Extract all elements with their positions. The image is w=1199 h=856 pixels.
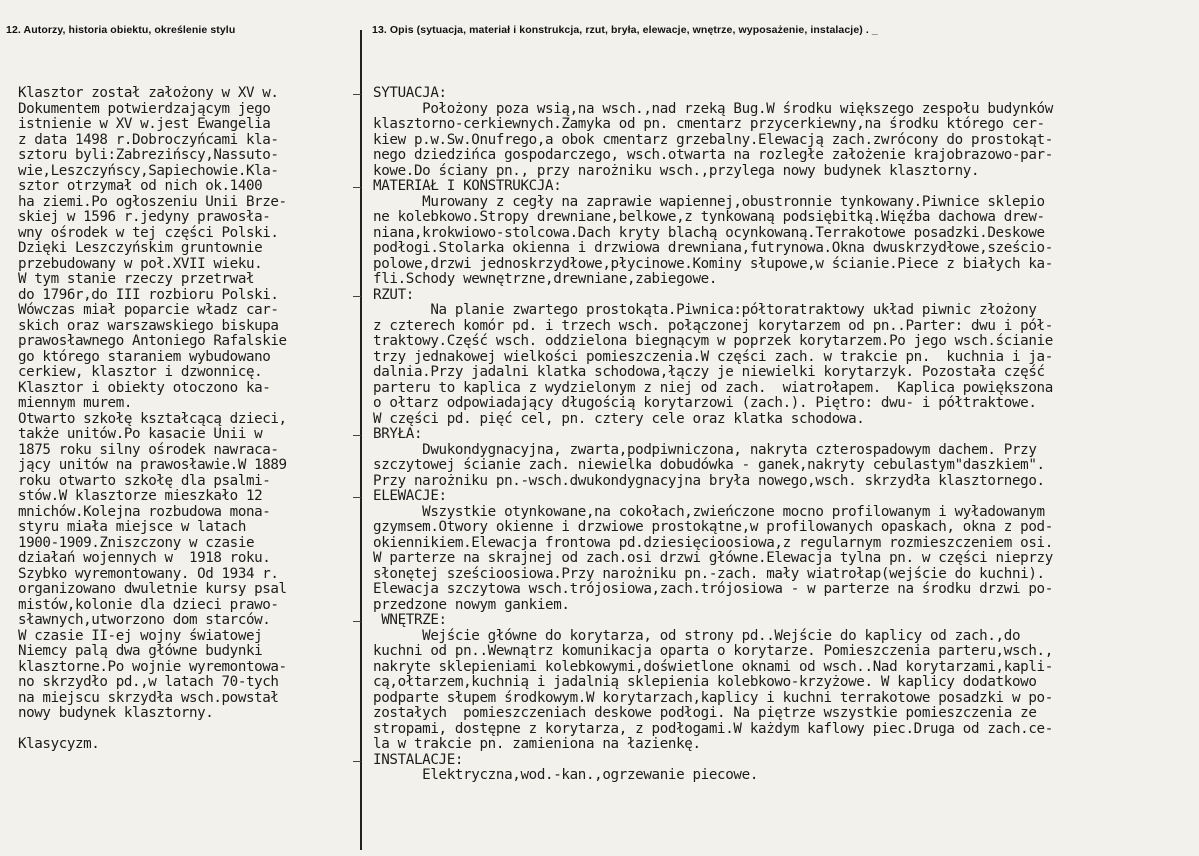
description-line: polowe,drzwi jednoskrzydłowe,płycinowe.Kominy słupowe,w ścianie.Piece z białych ka- [373, 255, 1053, 272]
description-line: Wszystkie otynkowane,na cokołach,zwieńczone mocno profilowanym i wyładowanym [373, 503, 1045, 520]
history-line: ha ziemi.Po ogłoszeniu Unii Brze- [18, 193, 287, 210]
history-line: skiej w 1596 r.jedyny prawosła- [18, 209, 271, 225]
margin-tick [353, 296, 361, 297]
history-line: do 1796r,do III rozbioru Polski. [18, 286, 279, 303]
margin-tick [353, 621, 361, 622]
history-line: Klasztor i obiekty otoczono ka- [18, 379, 271, 396]
description-line: cą,ołtarzem,kuchnią i jadalnią sklepienia kolebkowo-krzyżowe. W kaplicy dodatkowo [373, 674, 1037, 690]
history-line: także unitów.Po kasacie Unii w [18, 426, 263, 442]
history-line: 1875 roku silny ośrodek nawraca- [18, 441, 279, 458]
history-line: W tym stanie rzeczy przetrwał [18, 271, 255, 287]
history-line: wie,Leszczyńscy,Sapiechowie.Kla- [18, 162, 279, 179]
history-line: sztoru byli:Zabrezińscy,Nassuto- [18, 147, 279, 163]
history-line: działań wojennych w 1918 roku. [18, 550, 271, 566]
section-heading: INSTALACJE: [373, 751, 464, 768]
history-line: nowy budynek klasztorny. [18, 705, 214, 721]
history-line: Otwarto szkołę kształcącą dzieci, [18, 410, 287, 427]
description-line: podparte słupem środkowym.W korytarzach,kaplicy i kuchni terrakotowe posadzki w po- [373, 689, 1053, 706]
history-line: 1900-1909.Zniszczony w czasie [18, 534, 255, 551]
spacer [18, 722, 358, 738]
history-line: roku otwarto szkołę dla psalmi- [18, 472, 271, 489]
description-line: niana,krokwiowo-stolcowa.Dach kryty blachą ocynkowaną.Terrakotowe posadzki.Deskowe [373, 224, 1045, 241]
description-line: parteru to kaplica z wydzielonym z niej od zach. wiatrołapem. Kaplica powiększona [373, 379, 1053, 396]
history-line: styru miała miejsce w latach [18, 519, 246, 535]
section-heading: SYTUACJA: [373, 85, 447, 101]
section-heading: WNĘTRZE: [373, 612, 447, 628]
section-heading: MATERIAŁ I KONSTRUKCJA: [373, 178, 562, 194]
history-line: no skrzydło pd.,w latach 70-tych [18, 674, 279, 690]
history-line: istnienie w XV w.jest Ewangelia [18, 116, 271, 132]
history-line: sławnych,utworzono dom starców. [18, 612, 271, 628]
description-line: la w trakcie pn. zamieniona na łazienkę. [373, 736, 701, 752]
section-12-header: 12. Autorzy, historia obiektu, określenie stylu [6, 24, 236, 36]
history-line: Dokumentem potwierdzającym jego [18, 100, 271, 117]
description-column [373, 86, 1197, 784]
margin-tick [353, 497, 361, 498]
history-line: sztor otrzymał od nich ok.1400 [18, 178, 263, 194]
description-line: W części pd. pięć cel, pn. cztery cele oraz klatka schodowa. [373, 410, 865, 427]
section-heading: BRYŁA: [373, 426, 423, 442]
description-line: gzymsem.Otwory okienne i drzwiowe prostokątne,w profilowanych opaskach, okna z pod- [373, 519, 1053, 535]
section-13-header: 13. Opis (sytuacja, materiał i konstrukcja, rzut, bryła, elewacje, wnętrze, wyposażenie, instalacje) . _ [372, 24, 878, 36]
description-line: kiew p.w.Sw.Onufrego,a obok cmentarz grzebalny.Elewacją zach.zwrócony do prostokąt- [373, 131, 1053, 148]
history-line: go którego staraniem wybudowano [18, 348, 271, 365]
history-line: Dzięki Leszczyńskim gruntownie [18, 240, 263, 256]
description-line: traktowy.Część wsch. oddzielona biegnącym w poprzek korytarzem.Po jego wsch.ścianie [373, 333, 1053, 349]
history-line: skich oraz warszawskiego biskupa [18, 317, 279, 334]
description-line: kuchni od pn..Wewnątrz komunikacja oparta o korytarze. Pomieszczenia parteru,wsch., [373, 643, 1053, 659]
description-line: nego dziedzińca gospodarczego, wsch.otwarta na rozległe założenie krajobrazowo-par- [373, 147, 1053, 163]
margin-tick [353, 187, 361, 188]
style-text: Klasycyzm. [18, 736, 100, 752]
description-line: Na planie zwartego prostokąta.Piwnica:półtoratraktowy układ piwnic złożony [373, 302, 1037, 318]
description-line: podłogi.Stolarka okienna i drzwiowa drewniana,futrynowa.Okna dwuskrzydłowe,sześcio- [373, 240, 1053, 256]
description-line: Wejście główne do korytarza, od strony pd..Wejście do kaplicy od zach.,do [373, 627, 1021, 644]
description-line: szczytowej ścianie zach. niewielka dobudówka - ganek,nakryty cebulastym"daszkiem". [373, 457, 1045, 473]
description-line: Elektryczna,wod.-kan.,ogrzewanie piecowe. [373, 767, 759, 783]
description-line: okiennikiem.Elewacja frontowa pd.dziesięcioosiowa,z regularnym rozmieszczeniem osi. [373, 534, 1053, 551]
history-line: z data 1498 r.Dobroczyńcami kla- [18, 131, 279, 148]
history-column [18, 86, 358, 753]
history-line: W czasie II-ej wojny światowej [18, 627, 263, 644]
history-line: klasztorne.Po wojnie wyremontowa- [18, 658, 287, 675]
section-heading: ELEWACJE: [373, 488, 447, 504]
margin-tick [353, 761, 361, 762]
description-line: stropami, dostępne z korytarza, z podłogami.W każdym kaflowy piec.Druga od zach.ce- [373, 720, 1053, 737]
description-line: Dwukondygnacyjna, zwarta,podpiwniczona, nakryta czterospadowym dachem. Przy [373, 441, 1037, 458]
history-line: Szybko wyremontowany. Od 1934 r. [18, 565, 279, 582]
history-line: stów.W klasztorze mieszkało 12 [18, 488, 263, 504]
description-line: Przy narożniku pn.-wsch.dwukondygnacyjna bryła nowego,wsch. skrzydła klasztornego. [373, 472, 1045, 489]
description-line: o ołtarz odpowiadający długością korytarzowi (zach.). Piętro: dwu- i półtraktowe. [373, 395, 1037, 411]
description-line: trzy jednakowej wielkości pomieszczenia.W części zach. w trakcie pn. kuchnia i ja- [373, 348, 1053, 365]
history-line: przebudowany w poł.XVII wieku. [18, 255, 263, 272]
description-line: fli.Schody wewnętrzne,drewniane,zabiegowe. [373, 271, 718, 287]
margin-tick [353, 435, 361, 436]
history-line: Niemcy palą dwa główne budynki [18, 643, 263, 659]
history-line: mnichów.Kolejna rozbudowa mona- [18, 503, 271, 520]
description-line: zostałych pomieszczeniach deskowe podłogi. Na piętrze wszystkie pomieszczenia ze [373, 705, 1037, 721]
history-line: Wówczas miał poparcie władz car- [18, 302, 279, 318]
description-line: przedzone nowym gankiem. [373, 596, 570, 613]
section-heading: RZUT: [373, 286, 414, 303]
history-line: na miejscu skrzydła wsch.powstał [18, 689, 279, 706]
history-line: miennym murem. [18, 395, 132, 411]
description-line: dalnia.Przy jadalni klatka schodowa,łączy je niewielki korytarzyk. Pozostała część [373, 364, 1045, 380]
description-line: Murowany z cegły na zaprawie wapiennej,obustronnie tynkowany.Piwnice sklepio [373, 193, 1045, 210]
history-line: jący unitów na prawosławie.W 1889 [18, 457, 287, 473]
history-line: Klasztor został założony w XV w. [18, 85, 279, 101]
history-line: organizowano dwuletnie kursy psal [18, 581, 287, 597]
history-line: mistów,kolonie dla dzieci prawo- [18, 596, 279, 613]
history-line: prawosławnego Antoniego Rafalskie [18, 333, 287, 349]
history-line: cerkiew, klasztor i dzwonnicę. [18, 364, 263, 380]
description-line: klasztorno-cerkiewnych.Zamyka od pn. cmentarz przycerkiewny,na środku którego cer- [373, 116, 1045, 132]
history-line: wny ośrodek w tej części Polski. [18, 224, 279, 241]
description-line: Położony poza wsią,na wsch.,nad rzeką Bug.W środku większego zespołu budynków [373, 100, 1053, 117]
description-line: W parterze na skrajnej od zach.osi drzwi główne.Elewacja tylna pn. w części nieprzy [373, 550, 1053, 566]
description-line: z czterech komór pd. i trzech wsch. połączonej korytarzem od pn..Parter: dwu i pół- [373, 317, 1053, 334]
description-line: kowe.Do ściany pn., przy narożniku wsch.,przylega nowy budynek klasztorny. [373, 162, 980, 179]
column-divider [360, 30, 362, 850]
description-line: Elewacja szczytowa wsch.trójosiowa,zach.trójosiowa - w parterze na środku drzwi po- [373, 581, 1053, 597]
description-line: ne kolebkowo.Stropy drewniane,belkowe,z tynkowaną podsiębitką.Więźba dachowa drew- [373, 209, 1045, 225]
description-line: słonętej sześcioosiowa.Przy narożniku pn.-zach. mały wiatrołap(wejście do kuchni). [373, 565, 1045, 582]
margin-tick [353, 94, 361, 95]
description-line: nakryte sklepieniami kolebkowymi,doświetlone oknami od wsch..Nad korytarzami,kapli- [373, 658, 1053, 675]
